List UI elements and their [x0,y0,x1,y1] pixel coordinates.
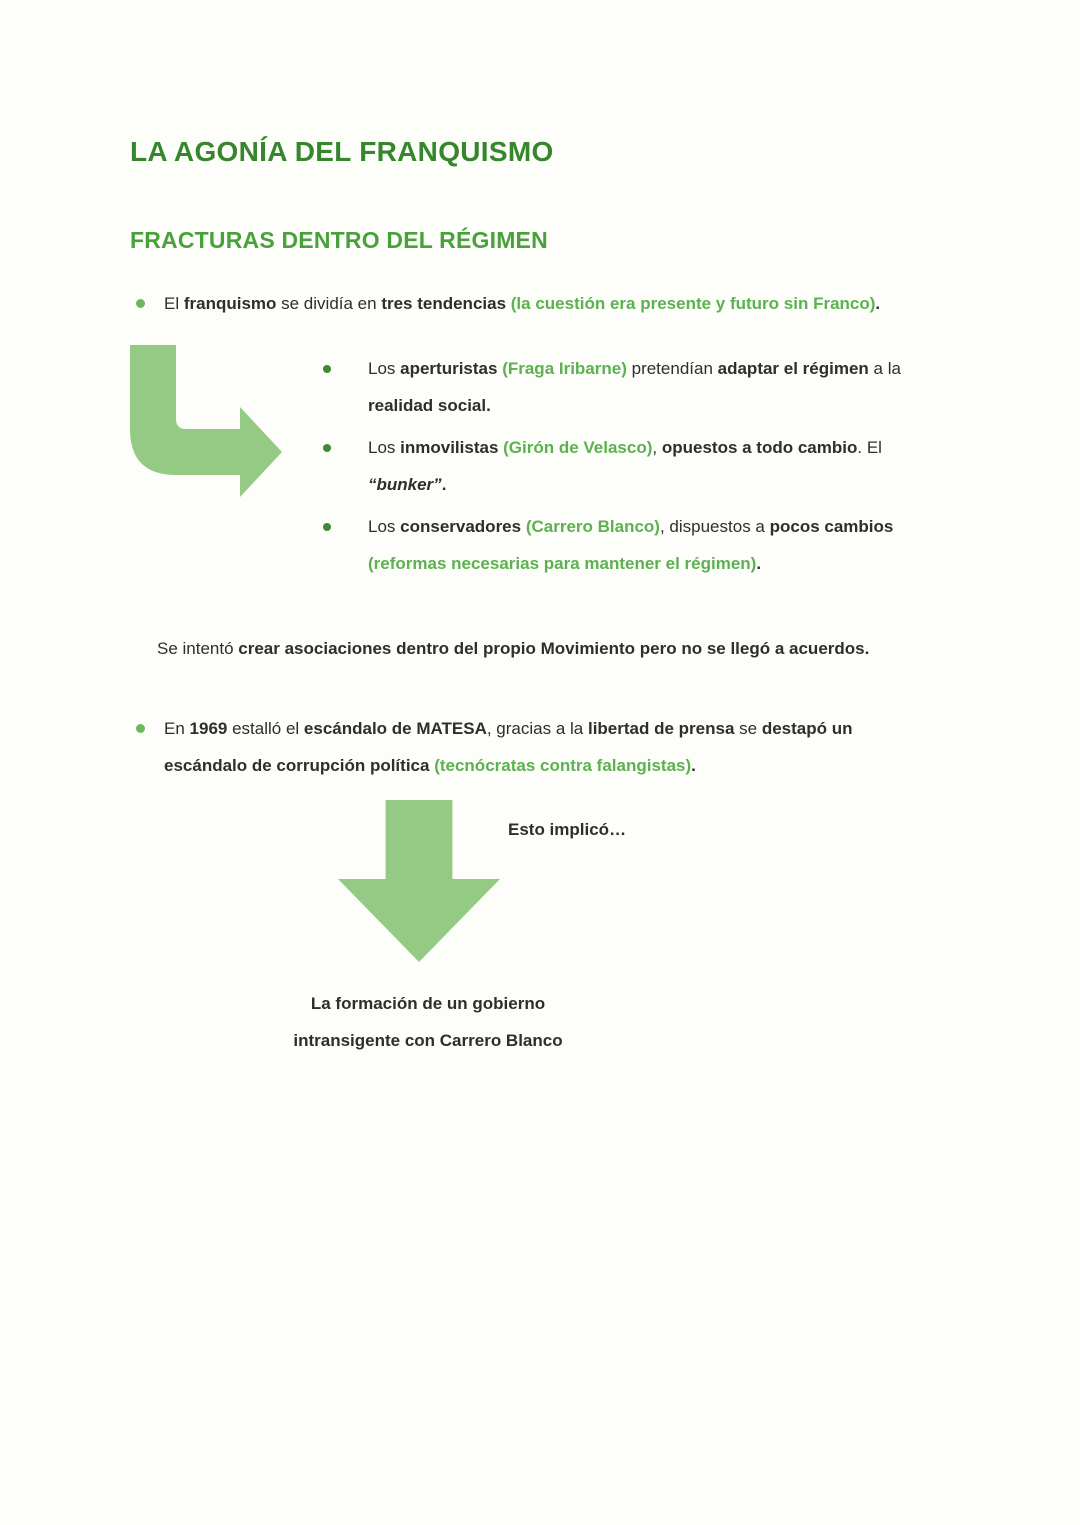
elbow-arrow-icon [130,345,282,497]
list-item [323,350,923,424]
list-item [136,285,946,322]
matesa-bullet-text: En 1969 estalló el escándalo de MATESA, gracias a la libertad de prensa se destapó un escándalo de corrupción política (tecnócratas contra falangistas). [164,719,853,775]
tendency-aperturistas-text: Los aperturistas (Fraga Iribarne) pretendían adaptar el régimen a la realidad social. [368,359,901,415]
implication-result: La formación de un gobierno intransigente con Carrero Blanco [293,994,563,1050]
bullet-icon [323,523,331,531]
tendency-inmovilistas-text: Los inmovilistas (Girón de Velasco), opuestos a todo cambio. El “bunker”. [368,438,882,494]
implication-label: Esto implicó… [508,820,627,839]
section-heading: FRACTURAS DENTRO DEL RÉGIMEN [130,227,548,253]
intro-bullet-text: El franquismo se dividía en tres tendencias (la cuestión era presente y futuro sin Franco). [164,294,881,313]
list-item [136,710,906,784]
associations-note: Se intentó crear asociaciones dentro del propio Movimiento pero no se llegó a acuerdos. [157,639,870,658]
bullet-icon [323,444,331,452]
tendencies-list [323,350,923,587]
list-item [323,429,923,503]
down-arrow-icon [338,800,500,962]
list-item [323,508,923,582]
bullet-icon [136,724,145,733]
page-title: LA AGONÍA DEL FRANQUISMO [130,136,554,167]
bullet-icon [136,299,145,308]
tendency-conservadores-text: Los conservadores (Carrero Blanco), dispuestos a pocos cambios (reformas necesarias para mantener el régimen). [368,517,894,573]
bullet-icon [323,365,331,373]
